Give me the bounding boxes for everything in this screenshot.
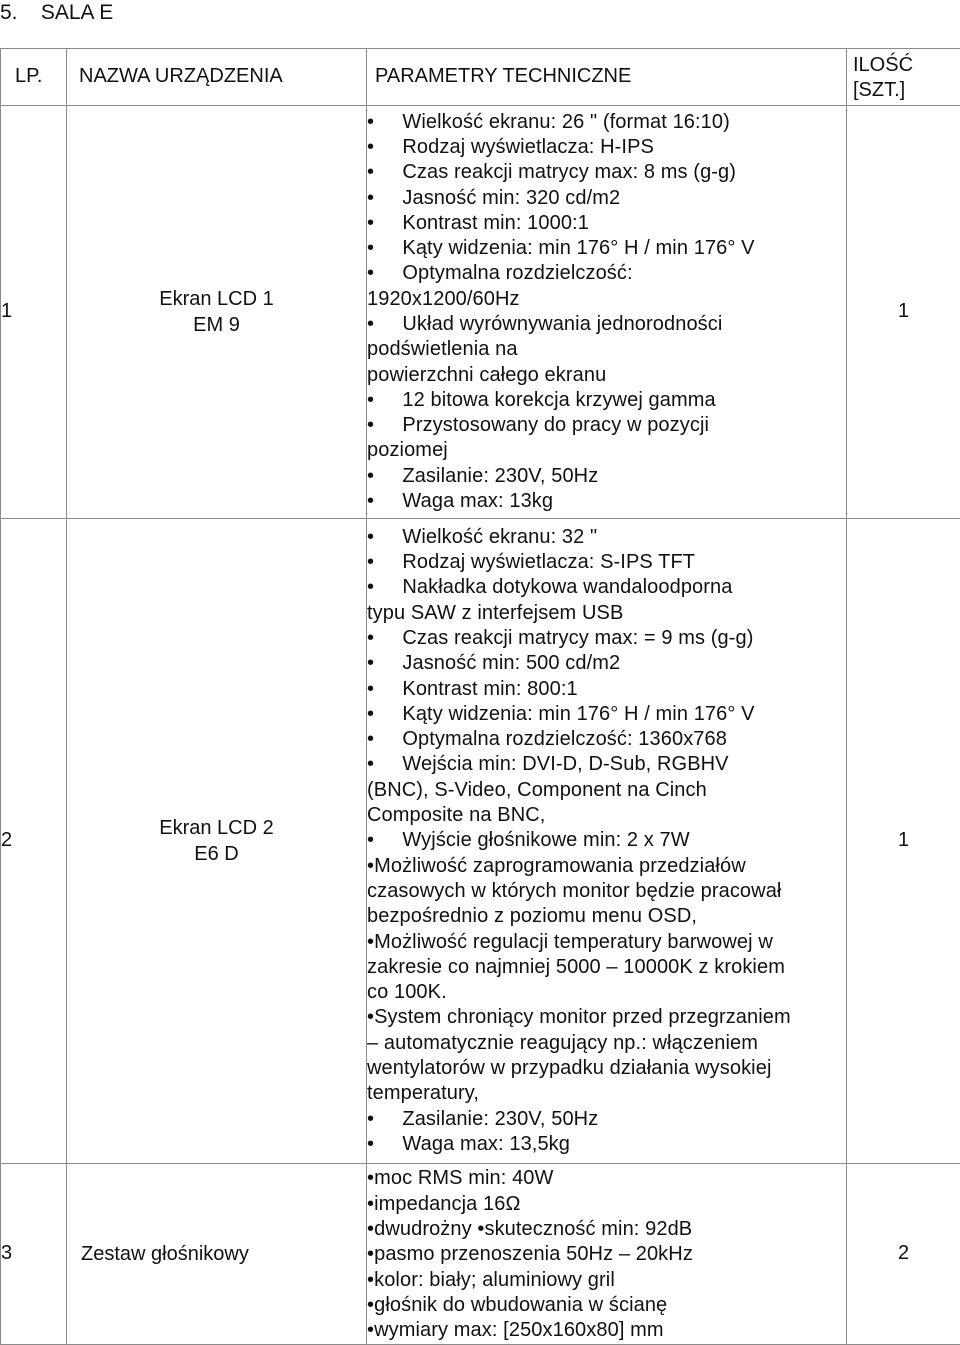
- row-lp: 1: [1, 106, 67, 519]
- param-line: podświetlenia na: [367, 337, 846, 362]
- param-line: • Czas reakcji matrycy max: 8 ms (g-g): [367, 160, 846, 185]
- param-line: poziomej: [367, 438, 846, 463]
- row-params: [367, 519, 847, 1164]
- param-line: • Przystosowany do pracy w pozycji: [367, 413, 846, 438]
- param-line: •pasmo przenoszenia 50Hz – 20kHz: [367, 1242, 846, 1267]
- param-line: • 12 bitowa korekcja krzywej gamma: [367, 388, 846, 413]
- header-quantity-line2: [SZT.]: [853, 78, 960, 103]
- param-line: • Waga max: 13,5kg: [367, 1132, 846, 1157]
- param-line: • Optymalna rozdzielczość:: [367, 261, 846, 286]
- param-line: – automatycznie reagujący np.: włączeniem: [367, 1031, 846, 1056]
- row-quantity: 1: [847, 519, 960, 1164]
- param-line: • Wejścia min: DVI-D, D-Sub, RGBHV: [367, 752, 846, 777]
- param-line: • Rodzaj wyświetlacza: S-IPS TFT: [367, 550, 846, 575]
- param-line: • Wielkość ekranu: 26 " (format 16:10): [367, 110, 846, 135]
- param-line: • Kontrast min: 1000:1: [367, 211, 846, 236]
- row-quantity: 1: [847, 106, 960, 519]
- param-line: •Możliwość regulacji temperatury barwowej w: [367, 930, 846, 955]
- param-line: • Zasilanie: 230V, 50Hz: [367, 1107, 846, 1132]
- param-line: •dwudrożny •skuteczność min: 92dB: [367, 1217, 846, 1242]
- device-model-line: EM 9: [67, 312, 366, 338]
- param-line: •głośnik do wbudowania w ścianę: [367, 1293, 846, 1318]
- param-line: •kolor: biały; aluminiowy gril: [367, 1268, 846, 1293]
- device-name-line: Zestaw głośnikowy: [67, 1241, 366, 1267]
- row-device-name: [67, 519, 367, 1164]
- row-lp: 2: [1, 519, 67, 1164]
- row-params: [367, 1164, 847, 1345]
- param-line: • Wielkość ekranu: 32 ": [367, 525, 846, 550]
- param-line: • Kąty widzenia: min 176° H / min 176° V: [367, 236, 846, 261]
- param-line: •Możliwość zaprogramowania przedziałów: [367, 854, 846, 879]
- device-model-line: E6 D: [67, 841, 366, 867]
- table-header-row: [1, 49, 960, 106]
- param-line: Composite na BNC,: [367, 803, 846, 828]
- param-line: • Nakładka dotykowa wandaloodporna: [367, 575, 846, 600]
- equipment-table: [0, 48, 960, 1345]
- param-line: • Jasność min: 500 cd/m2: [367, 651, 846, 676]
- param-line: wentylatorów w przypadku działania wysokiej: [367, 1056, 846, 1081]
- header-quantity: [847, 49, 960, 106]
- param-line: powierzchni całego ekranu: [367, 363, 846, 388]
- param-line: typu SAW z interfejsem USB: [367, 601, 846, 626]
- device-name-line: Ekran LCD 1: [67, 286, 366, 312]
- param-line: •impedancja 16Ω: [367, 1192, 846, 1217]
- param-line: • Czas reakcji matrycy max: = 9 ms (g-g): [367, 626, 846, 651]
- row-quantity: 2: [847, 1164, 960, 1345]
- device-name-line: Ekran LCD 2: [67, 815, 366, 841]
- row-lp: 3: [1, 1164, 67, 1345]
- param-line: •System chroniący monitor przed przegrzaniem: [367, 1005, 846, 1030]
- param-line: • Rodzaj wyświetlacza: H-IPS: [367, 135, 846, 160]
- table-row: [1, 1164, 960, 1345]
- header-technical-params: PARAMETRY TECHNICZNE: [367, 49, 847, 106]
- param-line: czasowych w których monitor będzie pracował: [367, 879, 846, 904]
- param-line: • Wyjście głośnikowe min: 2 x 7W: [367, 828, 846, 853]
- header-quantity-line1: ILOŚĆ: [853, 53, 960, 78]
- param-line: • Kąty widzenia: min 176° H / min 176° V: [367, 702, 846, 727]
- param-line: (BNC), S-Video, Component na Cinch: [367, 778, 846, 803]
- table-row: [1, 519, 960, 1164]
- row-device-name: [67, 1164, 367, 1345]
- param-line: •wymiary max: [250x160x80] mm: [367, 1318, 846, 1343]
- param-line: temperatury,: [367, 1081, 846, 1106]
- header-lp: LP.: [1, 49, 67, 106]
- param-line: bezpośrednio z poziomu menu OSD,: [367, 904, 846, 929]
- row-params: [367, 106, 847, 519]
- param-line: 1920x1200/60Hz: [367, 287, 846, 312]
- param-line: • Optymalna rozdzielczość: 1360x768: [367, 727, 846, 752]
- section-title: 5. SALA E: [0, 0, 113, 28]
- param-line: • Zasilanie: 230V, 50Hz: [367, 464, 846, 489]
- param-line: •moc RMS min: 40W: [367, 1166, 846, 1191]
- param-line: • Jasność min: 320 cd/m2: [367, 186, 846, 211]
- param-line: co 100K.: [367, 980, 846, 1005]
- param-line: zakresie co najmniej 5000 – 10000K z krokiem: [367, 955, 846, 980]
- param-line: • Kontrast min: 800:1: [367, 677, 846, 702]
- header-device-name: NAZWA URZĄDZENIA: [67, 49, 367, 106]
- param-line: • Układ wyrównywania jednorodności: [367, 312, 846, 337]
- row-device-name: [67, 106, 367, 519]
- table-row: [1, 106, 960, 519]
- param-line: • Waga max: 13kg: [367, 489, 846, 514]
